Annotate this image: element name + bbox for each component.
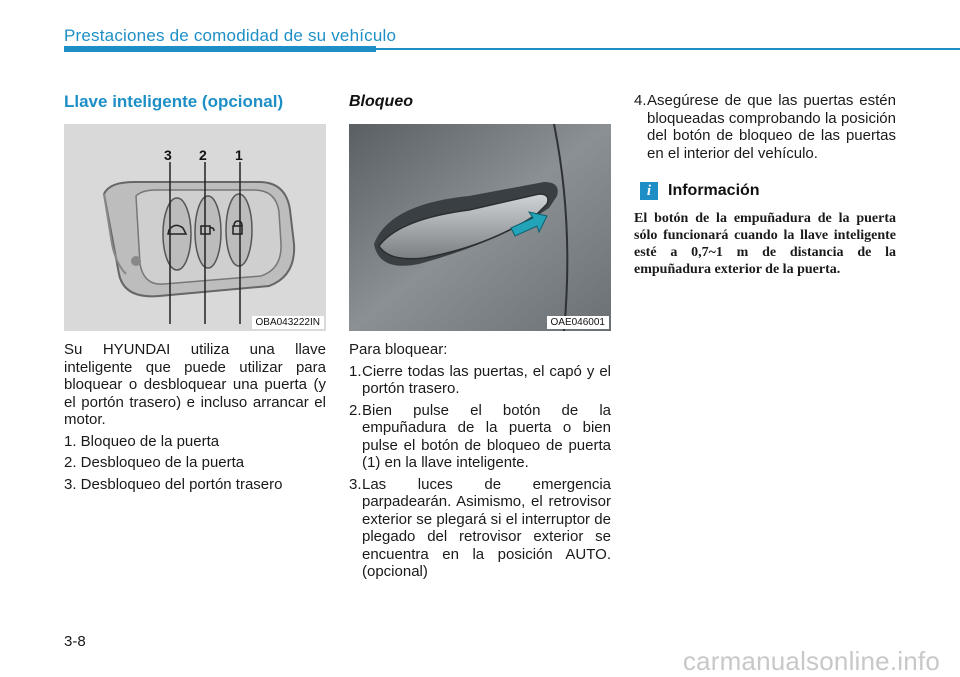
page-header-title: Prestaciones de comodidad de su vehículo xyxy=(64,26,397,45)
smart-key-figure xyxy=(64,124,326,331)
column-locking xyxy=(349,92,611,581)
callout-3: 3 xyxy=(164,147,172,163)
figure-code: OBA043222IN xyxy=(252,316,325,329)
smart-key-illustration xyxy=(64,124,326,331)
list-item: 1. Bloqueo de la puerta xyxy=(64,432,220,450)
list-item: 3. Desbloqueo del portón trasero xyxy=(64,475,283,493)
list-item: 2. Desbloqueo de la puerta xyxy=(64,454,245,471)
numbered-step xyxy=(634,92,896,162)
section-title-smart-key: Llave inteligente (opcional) xyxy=(64,92,284,111)
step-number: 3. xyxy=(349,475,362,493)
callout-2: 2 xyxy=(199,147,207,163)
header-accent-bar xyxy=(64,46,376,52)
callout-1: 1 xyxy=(235,147,243,163)
page-number: 3-8 xyxy=(64,633,86,650)
smart-key-intro: Su HYUNDAI utiliza una llave inteligente que puede utilizar para bloquear o desbloquear una puerta (y el portón trasero) e incluso arrancar el motor. xyxy=(64,341,326,428)
door-handle-figure xyxy=(349,124,611,331)
step-text: Las luces de emergencia parpadearán. Asimismo, el retrovisor exterior se plegará si el interruptor de plegado del retrovisor exterior se encuentra en la posición AUTO. (opcional) xyxy=(362,475,611,580)
numbered-step xyxy=(349,402,611,472)
header-rule xyxy=(376,48,960,50)
numbered-step xyxy=(349,363,611,398)
step-number: 4. xyxy=(634,92,647,109)
watermark: carmanualsonline.info xyxy=(682,646,940,676)
column-info xyxy=(634,92,896,278)
column-smart-key xyxy=(64,92,326,493)
info-text: El botón de la empuñadura de la puerta sólo funcionará cuando la llave inteligente esté a 0,7~1 m de distancia de la empuñadura exterior de la puerta. xyxy=(634,211,896,277)
step-text: Asegúrese de que las puertas estén bloqueadas comprobando la posición del botón de bloqueo de las puertas en el interior del vehículo. xyxy=(647,92,896,162)
step-number: 1. xyxy=(349,362,362,380)
section-title-locking: Bloqueo xyxy=(349,93,413,110)
info-icon: i xyxy=(640,182,658,200)
step-text: Bien pulse el botón de la empuñadura de la puerta o bien pulse el botón de bloqueo de puerta (1) en la llave inteligente. xyxy=(362,401,611,471)
step-text: Cierre todas las puertas, el capó y el portón trasero. xyxy=(362,362,611,397)
door-handle-photo xyxy=(349,124,611,331)
locking-intro: Para bloquear: xyxy=(349,341,448,358)
numbered-step xyxy=(349,476,611,581)
figure-code: OAE046001 xyxy=(547,316,610,329)
step-number: 2. xyxy=(349,401,362,419)
info-title: Información xyxy=(668,182,760,199)
info-header xyxy=(634,182,896,200)
